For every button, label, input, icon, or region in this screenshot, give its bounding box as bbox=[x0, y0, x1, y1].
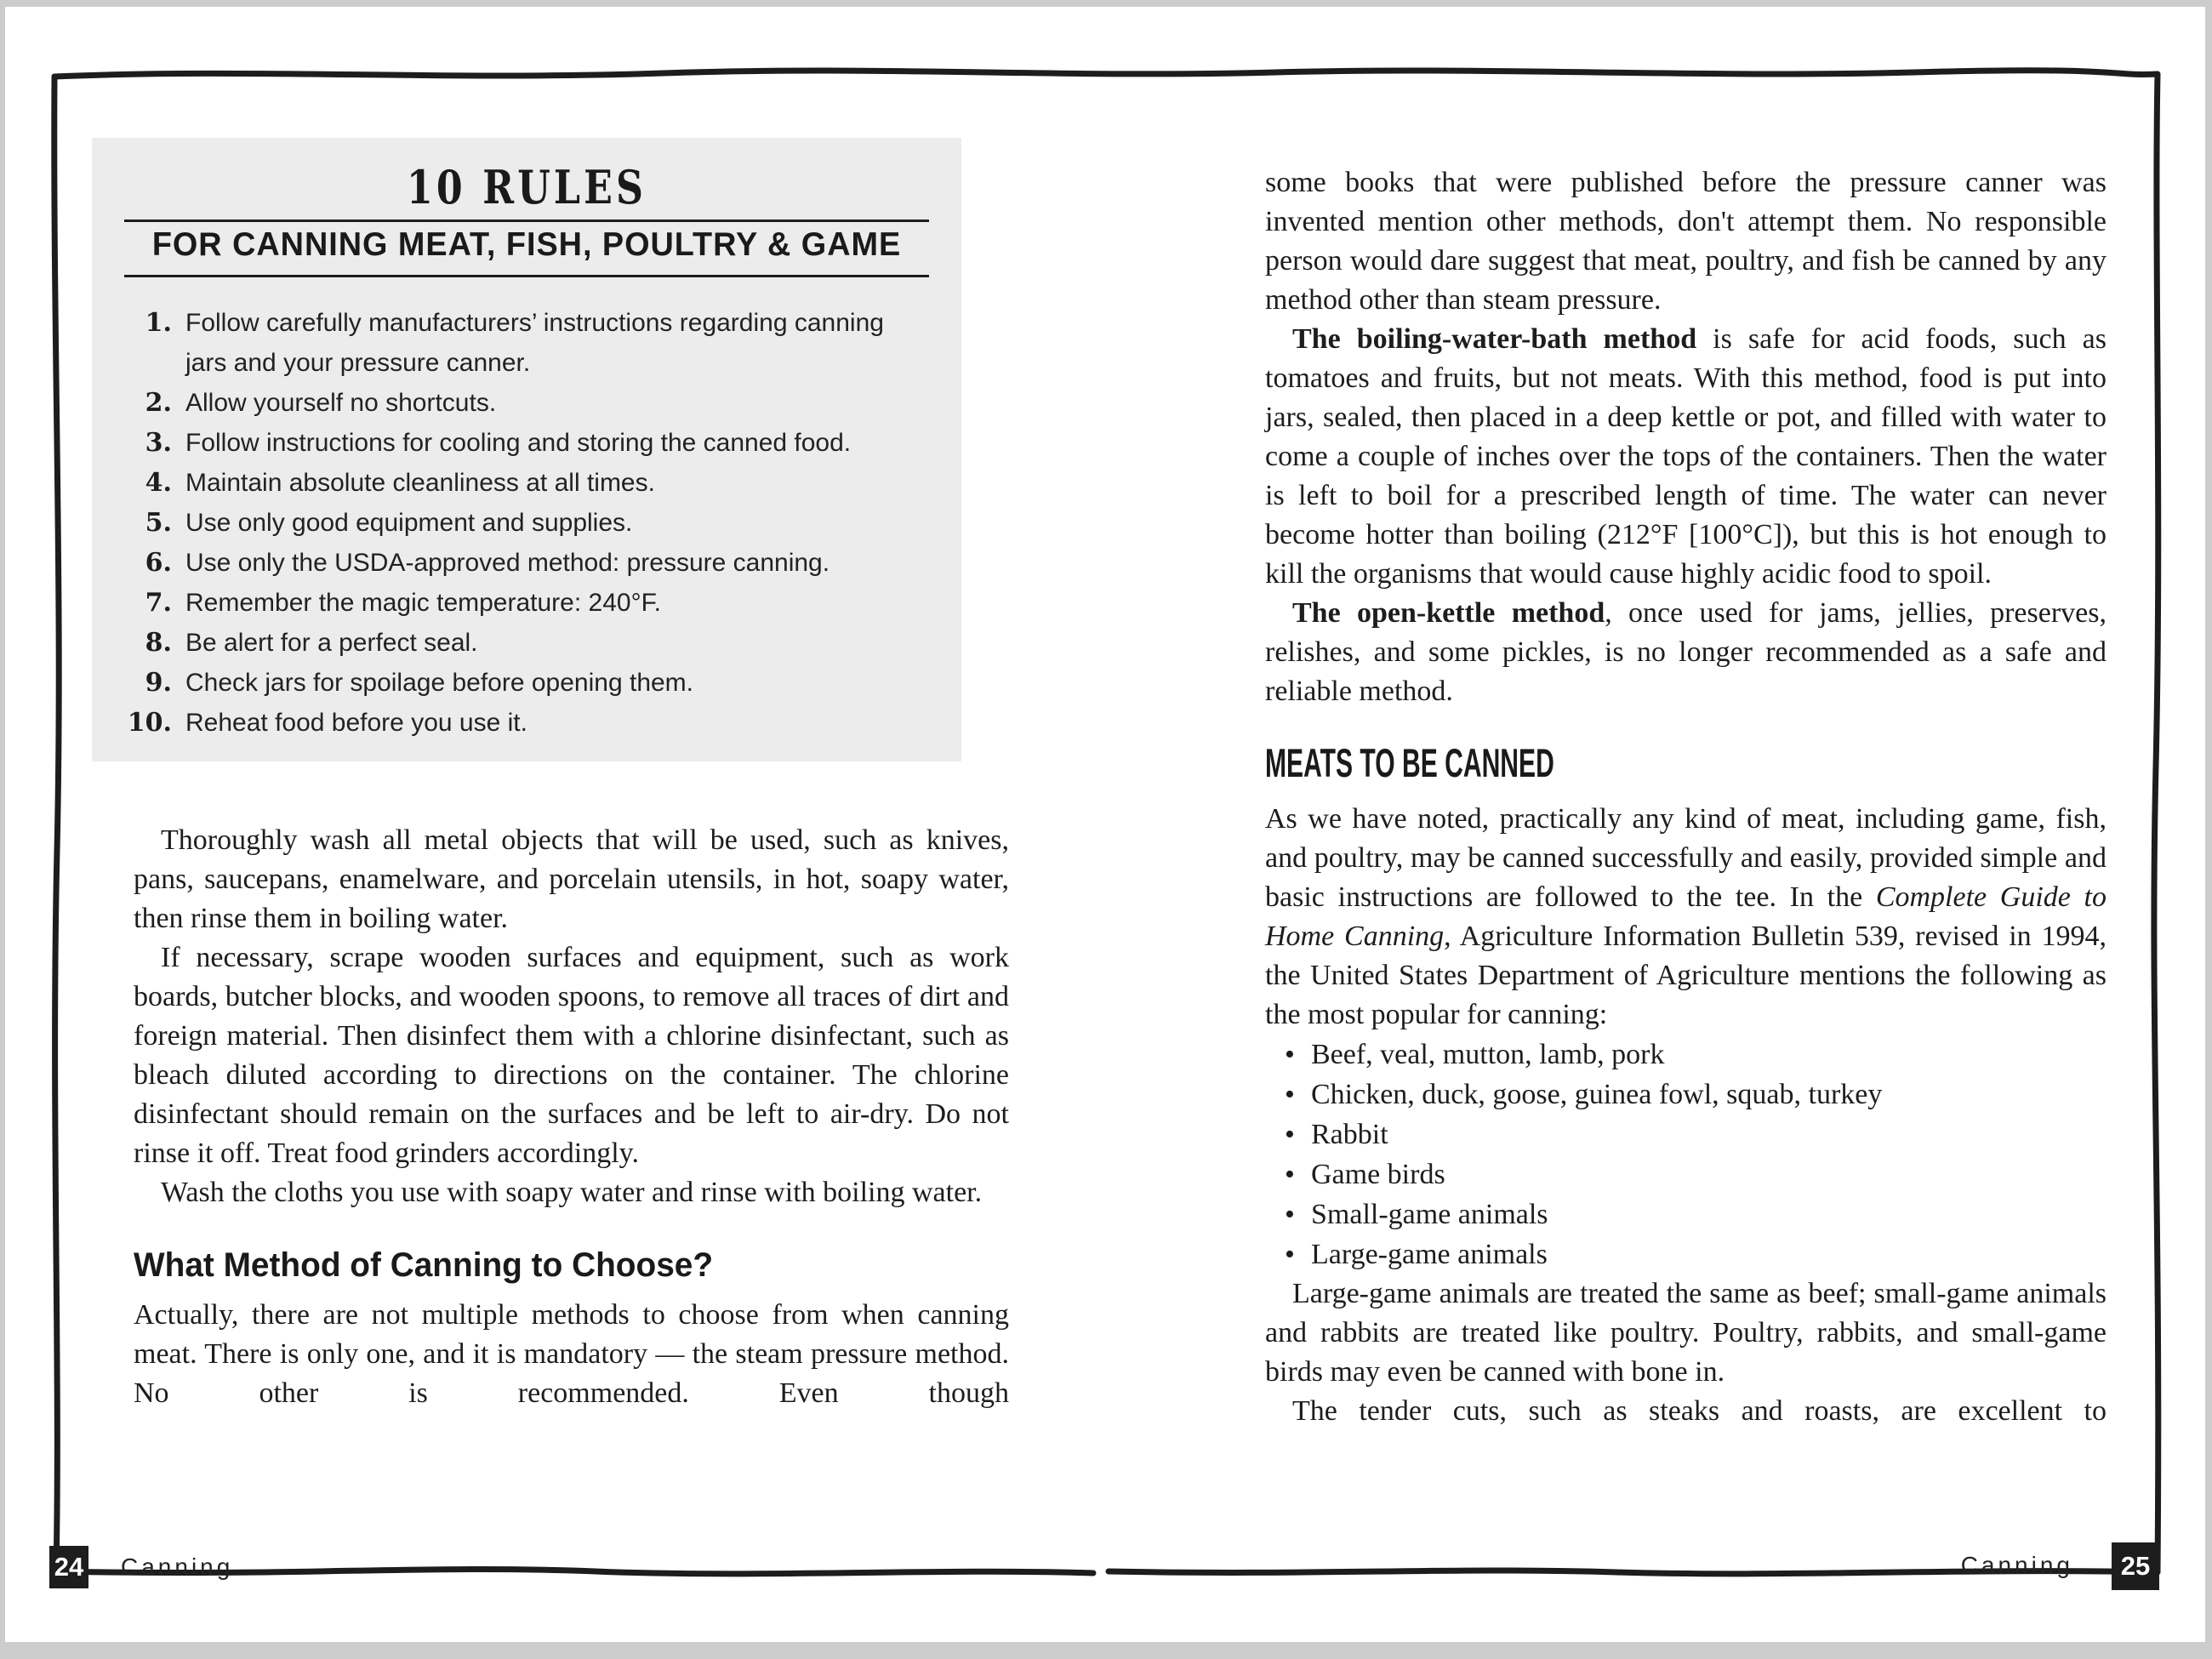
paragraph-boiling-water-bath bbox=[1265, 320, 2107, 594]
rule-item-3 bbox=[92, 423, 926, 463]
bullet-icon: • bbox=[1285, 1079, 1295, 1110]
rule-text: Use only the USDA-approved method: pressure canning. bbox=[185, 549, 830, 577]
bullet-text: Game birds bbox=[1311, 1159, 1445, 1190]
running-footer-left: Canning bbox=[121, 1554, 234, 1580]
bullet-text: Rabbit bbox=[1311, 1119, 1388, 1150]
rule-number: 1. bbox=[145, 308, 172, 338]
rule-number: 3. bbox=[145, 428, 172, 458]
rule-text: Maintain absolute cleanliness at all times. bbox=[185, 469, 655, 497]
rule-item-1 bbox=[92, 303, 926, 383]
rule-item-7 bbox=[92, 583, 926, 623]
rule-item-9 bbox=[92, 663, 926, 703]
bullet-icon: • bbox=[1285, 1239, 1295, 1270]
bullet-icon: • bbox=[1285, 1119, 1295, 1150]
rule-number: 2. bbox=[145, 388, 172, 418]
bullet-item-small-game bbox=[1265, 1194, 2107, 1234]
bullet-item-rabbit bbox=[1265, 1115, 2107, 1154]
paragraph-wash-cloths: Wash the cloths you use with soapy water and rinse with boiling water. bbox=[161, 1177, 983, 1208]
rule-text: Follow instructions for cooling and storing the canned food. bbox=[185, 429, 852, 457]
heading-meats-to-be-canned: MEATS TO BE CANNED bbox=[1265, 740, 1554, 785]
bullet-item-poultry bbox=[1265, 1075, 2107, 1115]
rules-box-subtitle: FOR CANNING MEAT, FISH, POULTRY & GAME bbox=[151, 226, 902, 263]
rule-text: Be alert for a perfect seal. bbox=[185, 629, 478, 657]
paragraph-rest: is safe for acid foods, such as tomatoes and fruits, but not meats. With this method, food is put into jars, sealed, then placed in a deep kettle or pot, and filled with water to come a couple of inches over the tops of the containers. Then the water is left to boil for a prescribed length of time. The water can never become hotter than boiling (212°F [100°C]), but this is hot enough to kill the organisms that would cause highly acidic food to spoil. bbox=[1265, 323, 2107, 590]
rule-item-8 bbox=[92, 623, 926, 663]
paragraph-one-method: Actually, there are not multiple methods to choose from when canning meat. There is only one, and it is mandatory — the steam pressure method. No other is recommended. Even though bbox=[134, 1299, 1009, 1409]
rule-number: 5. bbox=[145, 508, 172, 538]
bold-lead-open-kettle: The open-kettle method bbox=[1292, 597, 1605, 629]
right-page-text-column bbox=[1265, 163, 2107, 1431]
rule-item-2 bbox=[92, 383, 926, 423]
bullet-text: Large-game animals bbox=[1311, 1239, 1548, 1270]
paragraph-usda-intro bbox=[1265, 800, 2107, 1035]
heading-what-method: What Method of Canning to Choose? bbox=[134, 1246, 714, 1284]
rules-callout-box bbox=[92, 138, 961, 761]
left-page-text-column bbox=[134, 821, 1009, 1413]
paragraph-rest: , once used for jams, jellies, preserves, relishes, and some pickles, is no longer recommended as a safe and reliable method. bbox=[1265, 597, 2107, 707]
running-footer-right: Canning bbox=[1960, 1552, 2073, 1578]
paragraph-tender-cuts: The tender cuts, such as steaks and roasts, are excellent to bbox=[1292, 1395, 2107, 1427]
intro-pre: As we have noted, practically any kind of meat, including game, fish, and poultry, may be canned successfully and easily, provided simple and basic instructions are followed to the tee. In the bbox=[1265, 803, 2107, 913]
rules-divider-bottom bbox=[124, 275, 929, 277]
paragraph-scrape-wood: If necessary, scrape wooden surfaces and equipment, such as work boards, butcher blocks, and wooden spoons, to remove all traces of dirt and foreign material. Then disinfect them with a chlorine disinfectant, such as bleach diluted according to directions on the container. The chlorine disinfectant should remain on the surfaces and be left to air-dry. Do not rinse it off. Treat food grinders accordingly. bbox=[134, 942, 1009, 1169]
bullet-item-large-game bbox=[1265, 1234, 2107, 1274]
rule-number: 9. bbox=[145, 668, 172, 698]
rule-item-5 bbox=[92, 503, 926, 543]
rule-number: 6. bbox=[145, 548, 172, 578]
paragraph-open-kettle bbox=[1265, 594, 2107, 711]
rule-number: 8. bbox=[145, 628, 172, 658]
rule-item-4 bbox=[92, 463, 926, 503]
bullet-icon: • bbox=[1285, 1159, 1295, 1190]
bullet-item-game-birds bbox=[1265, 1154, 2107, 1194]
rule-text: Use only good equipment and supplies. bbox=[185, 509, 633, 537]
paragraph-large-game-treated: Large-game animals are treated the same as beef; small-game animals and rabbits are treated like poultry. Poultry, rabbits, and small-game birds may even be canned with bone in. bbox=[1265, 1278, 2107, 1388]
page-number-24: 24 bbox=[49, 1546, 88, 1588]
book-title-italic: Complete Guide to Home Canning bbox=[1265, 881, 2107, 952]
page-number-25: 25 bbox=[2112, 1542, 2159, 1590]
bullet-icon: • bbox=[1285, 1199, 1295, 1230]
intro-post: , Agriculture Information Bulletin 539, revised in 1994, the United States Department of Agriculture mentions the following as the most popular for canning: bbox=[1265, 921, 2107, 1030]
rules-title-wrap bbox=[92, 162, 961, 213]
rule-text: Follow carefully manufacturers’ instructions regarding canning jars and your pressure canner. bbox=[185, 309, 884, 377]
paragraph-wash-metal: Thoroughly wash all metal objects that will be used, such as knives, pans, saucepans, enamelware, and porcelain utensils, in hot, soapy water, then rinse them in boiling water. bbox=[134, 824, 1009, 934]
rule-item-6 bbox=[92, 543, 926, 583]
rule-text: Check jars for spoilage before opening them. bbox=[185, 669, 694, 697]
bullet-icon: • bbox=[1285, 1039, 1295, 1070]
paragraph-some-books: some books that were published before the pressure canner was invented mention other methods, don't attempt them. No responsible person would dare suggest that meat, poultry, and fish be canned by any method other than steam pressure. bbox=[1265, 167, 2107, 316]
rule-text: Remember the magic temperature: 240°F. bbox=[185, 589, 661, 617]
bullet-text: Small-game animals bbox=[1311, 1199, 1548, 1230]
rule-item-10 bbox=[92, 703, 926, 743]
bullet-text: Beef, veal, mutton, lamb, pork bbox=[1311, 1039, 1665, 1070]
rule-number: 4. bbox=[145, 468, 172, 498]
bullet-text: Chicken, duck, goose, guinea fowl, squab, turkey bbox=[1311, 1079, 1883, 1110]
rules-list bbox=[92, 303, 961, 743]
rule-text: Reheat food before you use it. bbox=[185, 709, 527, 737]
rule-text: Allow yourself no shortcuts. bbox=[185, 389, 497, 417]
meats-bullet-list bbox=[1265, 1035, 2107, 1274]
rules-box-title: 10 RULES bbox=[406, 160, 647, 214]
bullet-item-beef bbox=[1265, 1035, 2107, 1075]
rule-number: 7. bbox=[145, 588, 172, 618]
bold-lead-boiling-water-bath: The boiling-water-bath method bbox=[1292, 323, 1697, 355]
rule-number: 10. bbox=[127, 708, 172, 738]
